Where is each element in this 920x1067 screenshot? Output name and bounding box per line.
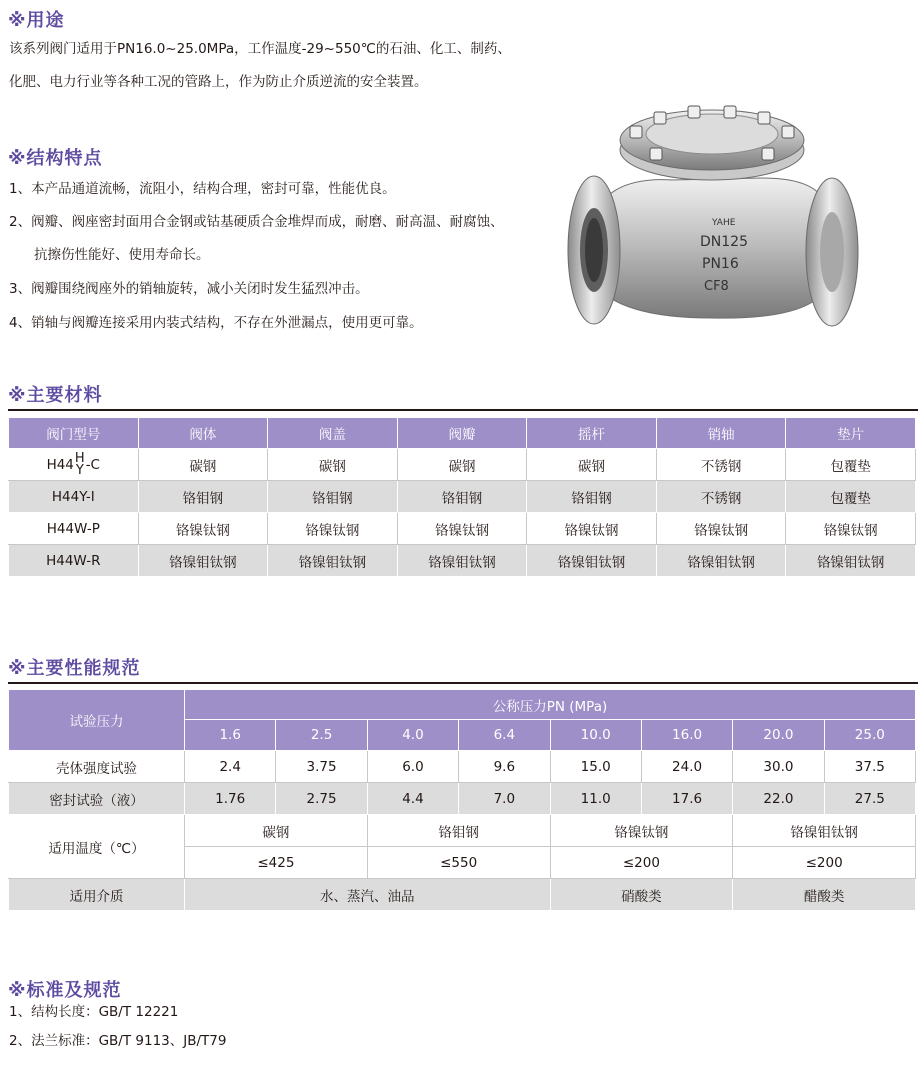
table-cell: 不锈钢 [656, 481, 786, 513]
performance-title: ※主要性能规范 [8, 658, 141, 679]
shell-test-label: 壳体强度试验 [9, 751, 185, 783]
temp-value: ≤550 [367, 847, 550, 879]
valve-marking-size: DN125 [700, 234, 748, 250]
usage-title: ※用途 [8, 10, 65, 31]
table-cell: 37.5 [824, 751, 915, 783]
temp-material: 铬钼钢 [367, 815, 550, 847]
table-cell: 铬镍钛钢 [138, 513, 268, 545]
pn-value: 10.0 [550, 720, 641, 751]
col-gasket: 垫片 [786, 418, 916, 449]
table-cell: 2.75 [276, 783, 367, 815]
valve-marking-brand: YAHE [712, 218, 736, 228]
table-cell: 27.5 [824, 783, 915, 815]
table-cell: 铬钼钢 [397, 481, 527, 513]
pn-value: 4.0 [367, 720, 458, 751]
feature-line-2: 2、阀瓣、阀座密封面用合金钢或钴基硬质合金堆焊而成，耐磨、耐高温、耐腐蚀、 [9, 214, 504, 230]
table-row [9, 513, 916, 545]
table-cell: H44Y-I [9, 481, 139, 513]
standards-title: ※标准及规范 [8, 980, 122, 1001]
feature-line-3: 3、阀瓣围绕阀座外的销轴旋转，减小关闭时发生猛烈冲击。 [9, 281, 369, 297]
table-cell: 22.0 [733, 783, 824, 815]
pn-value: 1.6 [185, 720, 276, 751]
model-stack [74, 450, 85, 478]
features-title: ※结构特点 [8, 148, 103, 169]
table-cell: 碳钢 [397, 449, 527, 481]
table-cell: 铬镍钛钢 [656, 513, 786, 545]
model-bottom: Y [75, 462, 84, 478]
pn-value: 6.4 [459, 720, 550, 751]
seal-test-label: 密封试验（液） [9, 783, 185, 815]
pn-header-row [9, 690, 916, 720]
seal-test-row [9, 783, 916, 815]
table-cell: 30.0 [733, 751, 824, 783]
table-cell: 铬镍钛钢 [268, 513, 398, 545]
table-cell: H44W-R [9, 545, 139, 577]
pn-header: 公称压力PN (MPa) [185, 690, 916, 720]
table-cell: 铬钼钢 [527, 481, 657, 513]
table-cell: 6.0 [367, 751, 458, 783]
table-cell: 铬镍钼钛钢 [268, 545, 398, 577]
medium-value: 硝酸类 [550, 879, 733, 911]
table-cell: 1.76 [185, 783, 276, 815]
feature-line-4: 4、销轴与阀瓣连接采用内装式结构，不存在外泄漏点，使用更可靠。 [9, 315, 423, 331]
model-cell [9, 449, 139, 481]
temp-value: ≤200 [733, 847, 916, 879]
col-disc: 阀瓣 [397, 418, 527, 449]
medium-value: 醋酸类 [733, 879, 916, 911]
table-row [9, 545, 916, 577]
table-cell: 铬镍钼钛钢 [397, 545, 527, 577]
pn-value: 25.0 [824, 720, 915, 751]
pn-value: 2.5 [276, 720, 367, 751]
materials-rule [8, 409, 918, 411]
test-pressure-header: 试验压力 [9, 690, 185, 751]
table-cell: 15.0 [550, 751, 641, 783]
table-cell: 铬镍钛钢 [786, 513, 916, 545]
table-cell: 包覆垫 [786, 449, 916, 481]
medium-label: 适用介质 [9, 879, 185, 911]
table-cell: 碳钢 [527, 449, 657, 481]
temp-material: 碳钢 [185, 815, 368, 847]
table-cell: 3.75 [276, 751, 367, 783]
col-body: 阀体 [138, 418, 268, 449]
table-cell: 24.0 [641, 751, 732, 783]
performance-table [8, 689, 916, 911]
table-cell: 碳钢 [268, 449, 398, 481]
model-prefix: H44 [46, 456, 74, 473]
temp-material: 铬镍钼钛钢 [733, 815, 916, 847]
usage-line-2: 化肥、电力行业等各种工况的管路上，作为防止介质逆流的安全装置。 [9, 74, 428, 90]
table-cell: 9.6 [459, 751, 550, 783]
table-cell: 4.4 [367, 783, 458, 815]
standard-line-1: 1、结构长度：GB/T 12221 [9, 1004, 179, 1020]
table-cell: 铬镍钼钛钢 [138, 545, 268, 577]
table-cell: 2.4 [185, 751, 276, 783]
table-row [9, 449, 916, 481]
table-cell: 铬钼钢 [138, 481, 268, 513]
table-cell: 7.0 [459, 783, 550, 815]
table-cell: 铬镍钼钛钢 [527, 545, 657, 577]
check-valve-image [562, 82, 862, 347]
model-suffix: -C [85, 456, 100, 473]
col-valve-model: 阀门型号 [9, 418, 139, 449]
temp-material-row [9, 815, 916, 847]
table-cell: 包覆垫 [786, 481, 916, 513]
temp-value: ≤425 [185, 847, 368, 879]
pn-value: 20.0 [733, 720, 824, 751]
standard-line-2: 2、法兰标准：GB/T 9113、JB/T79 [9, 1033, 227, 1049]
materials-header-row [9, 418, 916, 449]
table-cell: 铬镍钛钢 [527, 513, 657, 545]
table-cell: 铬镍钛钢 [397, 513, 527, 545]
performance-rule [8, 682, 918, 684]
temp-value: ≤200 [550, 847, 733, 879]
usage-line-1: 该系列阀门适用于PN16.0~25.0MPa，工作温度-29~550℃的石油、化工、制药、 [9, 41, 511, 57]
table-row [9, 481, 916, 513]
shell-test-row [9, 751, 916, 783]
medium-row [9, 879, 916, 911]
table-cell: 铬钼钢 [268, 481, 398, 513]
model-top: H [74, 450, 85, 466]
pn-value: 16.0 [641, 720, 732, 751]
materials-title: ※主要材料 [8, 385, 103, 406]
col-pin: 销轴 [656, 418, 786, 449]
feature-line-1: 1、本产品通道流畅，流阻小，结构合理，密封可靠，性能优良。 [9, 181, 396, 197]
table-cell: 碳钢 [138, 449, 268, 481]
table-cell: 不锈钢 [656, 449, 786, 481]
table-cell: 11.0 [550, 783, 641, 815]
table-cell: 铬镍钼钛钢 [786, 545, 916, 577]
col-arm: 摇杆 [527, 418, 657, 449]
col-bonnet: 阀盖 [268, 418, 398, 449]
table-cell: 铬镍钼钛钢 [656, 545, 786, 577]
materials-table [8, 417, 916, 577]
table-cell: H44W-P [9, 513, 139, 545]
temp-material: 铬镍钛钢 [550, 815, 733, 847]
table-cell: 17.6 [641, 783, 732, 815]
medium-value: 水、蒸汽、油品 [185, 879, 551, 911]
feature-line-2-cont: 抗擦伤性能好、使用寿命长。 [34, 247, 210, 263]
valve-marking-pressure: PN16 [702, 256, 739, 272]
valve-marking-material: CF8 [704, 279, 729, 294]
temp-label: 适用温度（℃） [9, 815, 185, 879]
